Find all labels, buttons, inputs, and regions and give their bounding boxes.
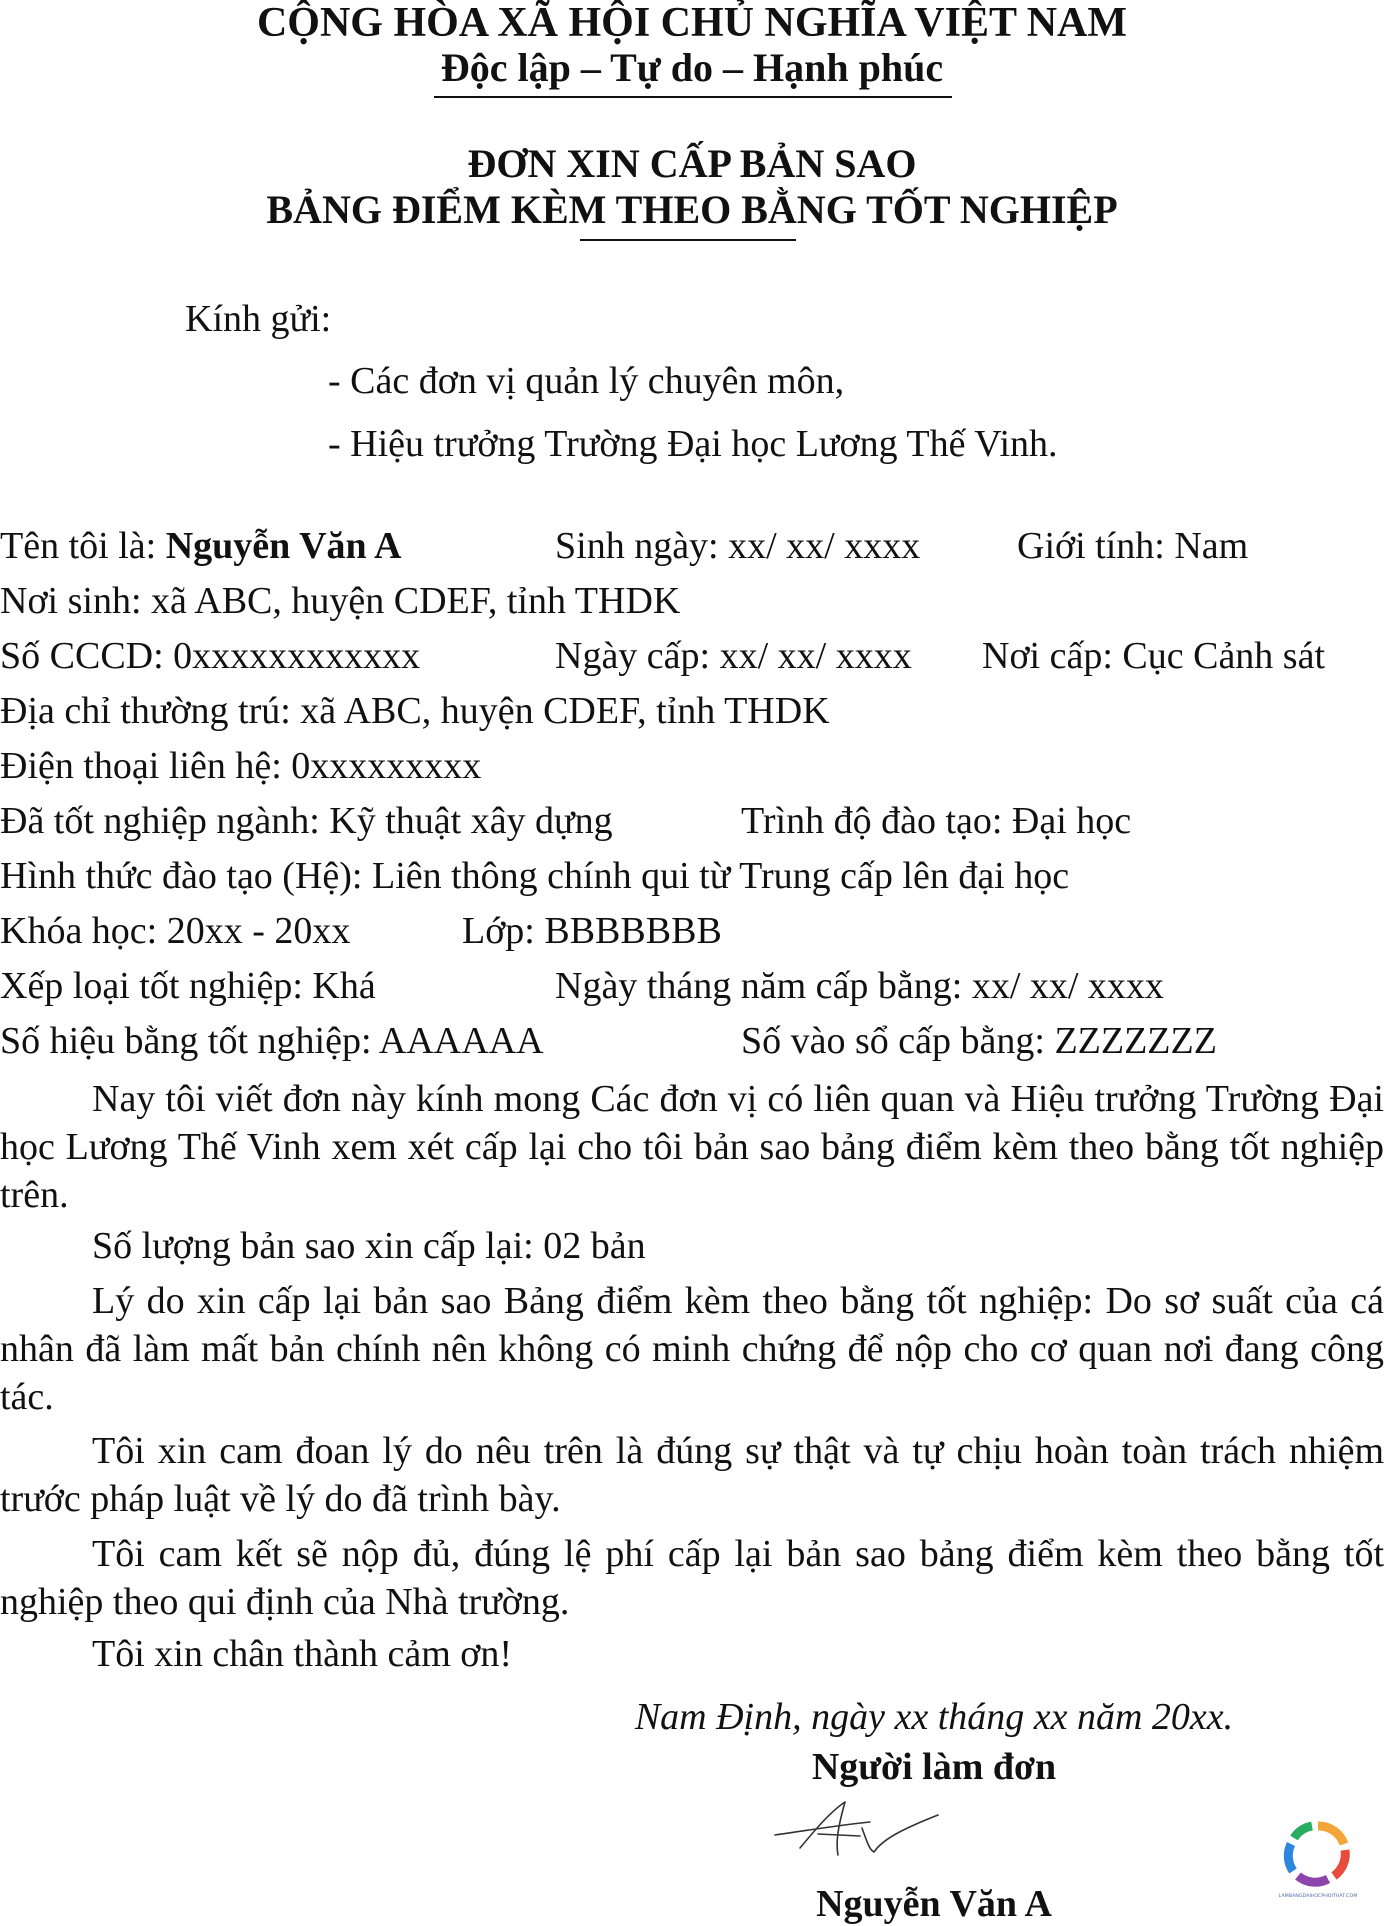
- watermark-logo: [1276, 1818, 1360, 1908]
- major: Đã tốt nghiệp ngành: Kỹ thuật xây dựng: [0, 800, 613, 842]
- recipient-item: - Hiệu trưởng Trường Đại học Lương Thế Vinh.: [328, 423, 1058, 465]
- request-paragraph: Nay tôi viết đơn này kính mong Các đơn vị có liên quan và Hiệu trưởng Trường Đại học Lương Thế Vinh xem xét cấp lại cho tôi bản sao bảng điểm kèm theo bằng tốt nghiệp trên.: [0, 1078, 1384, 1216]
- document-title-line1: ĐƠN XIN CẤP BẢN SAO: [467, 141, 917, 186]
- permanent-address: Địa chỉ thường trú: xã ABC, huyện CDEF, tỉnh THDK: [0, 690, 830, 732]
- document-title-line2: BẢNG ĐIỂM KÈM THEO BẰNG TỐT NGHIỆP: [266, 187, 1118, 232]
- title-underline: [580, 239, 796, 241]
- phone: Điện thoại liên hệ: 0xxxxxxxxx: [0, 745, 482, 787]
- recipient-item: - Các đơn vị quản lý chuyên môn,: [328, 360, 845, 402]
- motto-underline: [434, 96, 952, 98]
- diploma-grant-date: Ngày tháng năm cấp bằng: xx/ xx/ xxxx: [555, 965, 1164, 1007]
- quantity-line: Số lượng bản sao xin cấp lại: 02 bản: [92, 1225, 646, 1267]
- name-label: Tên tôi là:: [0, 525, 166, 567]
- reason-paragraph: Lý do xin cấp lại bản sao Bảng điểm kèm theo bằng tốt nghiệp: Do sơ suất của cá nhân đã làm mất bản chính nên không có minh chứng để nộp cho cơ quan nơi đang công tác.: [0, 1280, 1384, 1418]
- applicant-name: Nguyễn Văn A: [165, 525, 402, 567]
- thanks-line: Tôi xin chân thành cảm ơn!: [92, 1633, 513, 1675]
- id-number: Số CCCD: 0xxxxxxxxxxxx: [0, 635, 421, 677]
- place-date: Nam Định, ngày xx tháng xx năm 20xx.: [634, 1696, 1234, 1738]
- signer-name: Nguyễn Văn A: [816, 1883, 1052, 1925]
- greeting: Kính gửi:: [185, 298, 332, 340]
- id-issue-date: Ngày cấp: xx/ xx/ xxxx: [555, 635, 912, 677]
- signer-role: Người làm đơn: [811, 1746, 1057, 1788]
- class: Lớp: BBBBBBB: [462, 910, 722, 952]
- diploma-number: Số hiệu bằng tốt nghiệp: AAAAAA: [0, 1020, 544, 1062]
- nation-heading: CỘNG HÒA XÃ HỘI CHỦ NGHĨA VIỆT NAM: [256, 0, 1128, 46]
- ring-logo-icon: [1276, 1818, 1360, 1888]
- date-of-birth: Sinh ngày: xx/ xx/ xxxx: [555, 525, 921, 567]
- commitment-paragraph: Tôi xin cam đoan lý do nêu trên là đúng sự thật và tự chịu hoàn toàn trách nhiệm trước pháp luật về lý do đã trình bày.: [0, 1430, 1384, 1520]
- course: Khóa học: 20xx - 20xx: [0, 910, 351, 952]
- fee-commitment-paragraph: Tôi cam kết sẽ nộp đủ, đúng lệ phí cấp lại bản sao bảng điểm kèm theo bằng tốt nghiệp theo qui định của Nhà trường.: [0, 1533, 1384, 1623]
- id-issue-place: Nơi cấp: Cục Cảnh sát: [982, 635, 1326, 677]
- register-number: Số vào sổ cấp bằng: ZZZZZZZ: [741, 1020, 1217, 1062]
- gender: Giới tính: Nam: [1017, 525, 1249, 567]
- name-line: [0, 527, 402, 565]
- graduation-rank: Xếp loại tốt nghiệp: Khá: [0, 965, 376, 1007]
- watermark-text: LAMBANGDAIHOCPHOITHAT.COM: [1278, 1893, 1358, 1899]
- training-mode: Hình thức đào tạo (Hệ): Liên thông chính qui từ Trung cấp lên đại học: [0, 855, 1070, 897]
- birthplace: Nơi sinh: xã ABC, huyện CDEF, tỉnh THDK: [0, 580, 681, 622]
- motto: Độc lập – Tự do – Hạnh phúc: [440, 45, 944, 90]
- training-level: Trình độ đào tạo: Đại học: [741, 800, 1132, 842]
- handwritten-signature: [770, 1790, 950, 1880]
